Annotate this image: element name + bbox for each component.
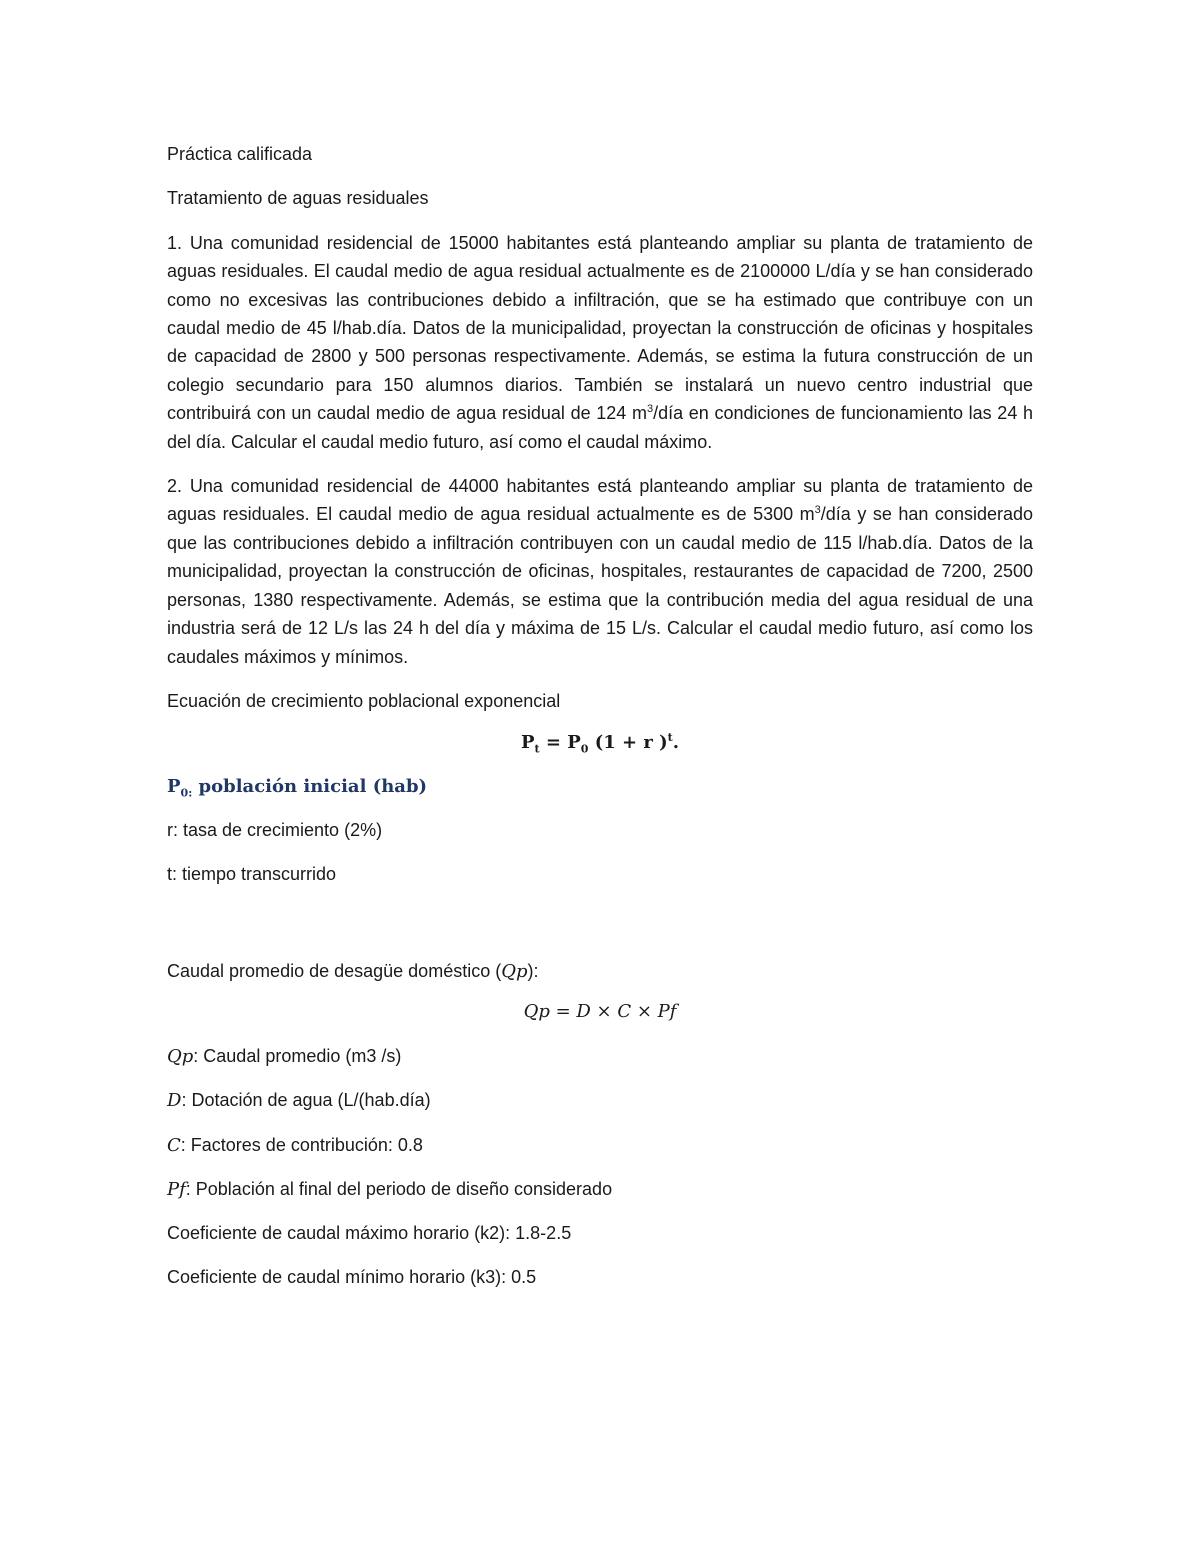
pf-description: : Población al final del periodo de diseño considerado <box>185 1178 613 1199</box>
p0-subscript: 0: <box>180 786 193 800</box>
problem-1-paragraph <box>167 229 1033 456</box>
d-symbol: D <box>167 1090 182 1112</box>
problem-2-text-a: 2. Una comunidad residencial de 44000 habitantes está planteando ampliar su planta de tratamiento de aguas residuales. El caudal medio de agua residual actualmente es de 5300 m <box>167 476 1033 525</box>
qp-description: : Caudal promedio (m3 /s) <box>193 1045 402 1066</box>
problem-1-superscript: 3 <box>646 403 654 416</box>
eq-p-symbol: P <box>520 732 535 754</box>
growth-equation <box>167 729 1033 757</box>
problem-1-text-a: 1. Una comunidad residencial de 15000 habitantes está planteando ampliar su planta de tratamiento de aguas residuales. El caudal medio de agua residual actualmente es de 2100000 L/día y se han considerado como no excesivas las contribuciones debido a infiltración, que se ha estimado que contribuye con un caudal medio de 45 l/hab.día. Datos de la municipalidad, proyectan la construcción de oficinas y hospitales de capacidad de 2800 y 500 personas respectivamente. Además, se estima la futura construcción de un colegio secundario para 150 alumnos diarios. También se instalará un nuevo centro industrial que contribuirá con un caudal medio de agua residual de 124 m <box>167 232 1033 424</box>
document-subheading: Tratamiento de aguas residuales <box>167 188 429 209</box>
r-definition: r: tasa de crecimiento (2%) <box>167 820 383 841</box>
c-definition <box>167 1131 1033 1160</box>
qp-definition <box>167 1042 1033 1071</box>
qp-symbol: Qp <box>167 1045 194 1067</box>
d-description: : Dotación de agua (L/(hab.día) <box>181 1090 431 1111</box>
qp-title-end: ): <box>527 960 539 981</box>
p0-symbol: P <box>167 775 181 797</box>
document-body <box>167 140 1033 1291</box>
eq-t-subscript: t <box>534 742 540 756</box>
qp-title-symbol: Qp <box>501 960 528 982</box>
pf-symbol: Pf <box>167 1178 186 1200</box>
vertical-spacer <box>167 888 1033 942</box>
c-symbol: C <box>167 1134 181 1156</box>
growth-equation-title: Ecuación de crecimiento poblacional exponencial <box>167 690 561 711</box>
t-definition: t: tiempo transcurrido <box>167 863 337 884</box>
document-heading: Práctica calificada <box>167 144 313 164</box>
eq-t-superscript: t <box>667 731 673 745</box>
p0-definition <box>167 773 1033 801</box>
problem-1-text-b: /día en condiciones de funcionamiento las 24 h del día. Calcular el caudal medio futuro, así como el caudal máximo. <box>167 403 1034 452</box>
eq-dot: . <box>672 732 680 754</box>
problem-2-paragraph <box>167 472 1033 671</box>
qp-equation: Qp = D × C × Pf <box>523 1001 677 1023</box>
problem-2-text-b: /día y se han considerado que las contribuciones debido a infiltración contribuyen con un caudal medio de 115 l/hab.día. Datos de la municipalidad, proyectan la construcción de oficinas, hospitales, restaurantes de capacidad de 7200, 2500 personas, 1380 respectivamente. Además, se estima que la contribución media del agua residual de una industria será de 12 L/s las 24 h del día y máxima de 15 L/s. Calcular el caudal medio futuro, así como los caudales máximos y mínimos. <box>167 504 1034 667</box>
k2-coefficient: Coeficiente de caudal máximo horario (k2): 1.8-2.5 <box>167 1223 572 1244</box>
k3-coefficient: Coeficiente de caudal mínimo horario (k3): 0.5 <box>167 1266 537 1287</box>
c-description: : Factores de contribución: 0.8 <box>180 1134 423 1155</box>
eq-0-subscript: 0 <box>580 742 589 756</box>
d-definition <box>167 1086 1033 1115</box>
qp-title <box>167 957 1033 986</box>
qp-title-text: Caudal promedio de desagüe doméstico ( <box>167 960 502 981</box>
eq-equals-p0: = P <box>539 732 581 754</box>
eq-parenthesis: (1 + r ) <box>588 732 668 754</box>
p0-description: población inicial (hab) <box>192 775 428 797</box>
problem-2-superscript: 3 <box>814 504 821 517</box>
pf-definition <box>167 1175 1033 1204</box>
